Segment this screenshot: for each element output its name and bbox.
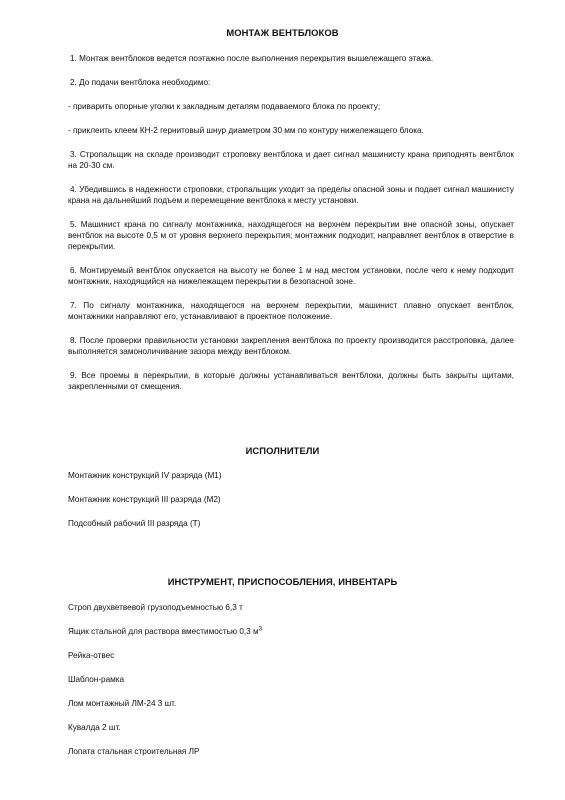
tool-item-4: Шаблон-рамка [68, 675, 125, 684]
tool-item-7: Лопата стальная строительная ЛР [68, 747, 200, 756]
cubic-unit-superscript: 3 [258, 626, 262, 633]
tool-item-2 [68, 626, 514, 637]
step-7: 7. По сигналу монтажника, находящегося на верхнем перекрытии, машинист плавно опускает вентблок, монтажники направляют его, устанавливают в проектное положение. [68, 301, 514, 321]
tool-item-6: Кувалда 2 шт. [68, 723, 121, 732]
step-8: 8. После проверки правильности установки закрепления вентблока по проекту производится расстроповка, далее выполняется замоноличивание зазора между вентблоком. [68, 336, 514, 356]
step-2-sub-2: - приклеить клеем КН-2 гернитовый шнур диаметром 30 мм по контуру нижележащего блока. [68, 126, 424, 135]
executors-list [68, 470, 514, 529]
executors-heading: ИСПОЛНИТЕЛИ [245, 445, 320, 456]
tools-list [68, 602, 514, 757]
step-4: 4. Убедившись в надежности строповки, стропальщик уходит за пределы опасной зоны и подает сигнал машинисту крана на дальнейший подъем и перемещение вентблока к месту установки. [68, 185, 514, 205]
step-6: 6. Монтируемый вентблок опускается на высоту не более 1 м над местом установки, после чего к нему подходит монтажник, находящийся на нижележащем перекрытии в безопасной зоне. [68, 266, 514, 286]
step-1: 1. Монтаж вентблоков ведется поэтажно после выполнения перекрытия вышележащего этажа. [70, 54, 434, 63]
step-2: 2. До подачи вентблока необходимо: [70, 78, 211, 87]
executor-item-1: Монтажник конструкций IV разряда (М1) [68, 471, 222, 480]
step-2-sub-1: - приварить опорные уголки к закладным деталям подаваемого блока по проекту; [68, 102, 381, 111]
tool-item-1: Строп двухветвевой грузоподъемностью 6,3 т [68, 603, 243, 612]
step-5: 5. Машинист крана по сигналу монтажника, находящегося на верхнем перекрытии вне опасной зоны, опускает вентблок на высоте 0,5 м от уровня верхнего перекрытия; монтажник подходит, направляет вентблок в отверстие в перекрытии. [68, 220, 514, 251]
tool-item-2-text: Ящик стальной для раствора вместимостью 0,3 м [68, 627, 259, 636]
executor-item-2: Монтажник конструкций III разряда (М2) [68, 495, 221, 504]
executor-item-3: Подсобный рабочий III разряда (Т) [68, 519, 201, 528]
installation-steps [68, 53, 514, 392]
tool-item-5: Лом монтажный ЛМ-24 3 шт. [68, 699, 177, 708]
step-3: 3. Стропальщик на складе производит строповку вентблока и дает сигнал машинисту крана приподнять вентблок на 20-30 см. [68, 150, 514, 170]
document-title: МОНТАЖ ВЕНТБЛОКОВ [226, 27, 339, 38]
tool-item-3: Рейка-отвес [68, 651, 115, 660]
tools-heading: ИНСТРУМЕНТ, ПРИСПОСОБЛЕНИЯ, ИНВЕНТАРЬ [167, 576, 398, 587]
step-9: 9. Все проемы в перекрытии, в которые должны устанавливаться вентблоки, должны быть закрыты щитами, закрепленными от смещения. [68, 371, 514, 391]
